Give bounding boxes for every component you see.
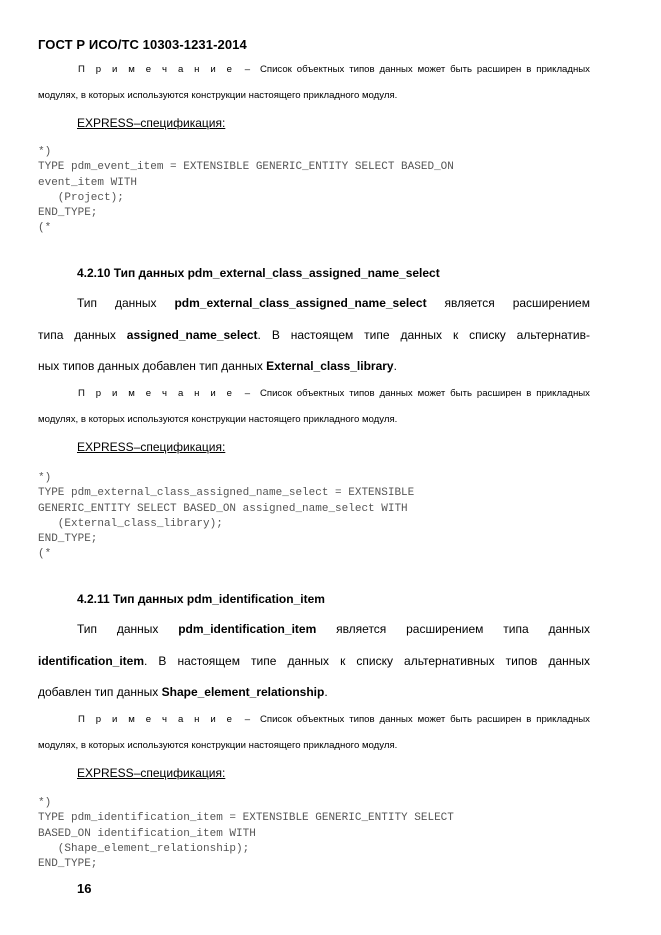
express-spec-label-2: EXPRESS–спецификация: xyxy=(77,440,226,454)
express-spec-label-3: EXPRESS–спецификация: xyxy=(77,766,226,780)
document-header: ГОСТ Р ИСО/ТС 10303-1231-2014 xyxy=(38,37,247,52)
note-text-2: модулях, в которых используются конструкции настоящего прикладного модуля. xyxy=(38,414,398,425)
paragraph-line: Тип данных pdm_identification_item является расширением типа данных xyxy=(77,622,590,636)
paragraph-line: Тип данных pdm_external_class_assigned_name_select является расширением xyxy=(77,296,590,310)
code-block-3: *) TYPE pdm_identification_item = EXTENSIBLE GENERIC_ENTITY SELECT BASED_ON identification_item WITH (Shape_element_relationship); END_TYPE; xyxy=(38,797,454,871)
note-1 xyxy=(38,57,590,109)
paragraph-4-2-10 xyxy=(38,288,590,383)
section-title-4-2-11: 4.2.11 Тип данных pdm_identification_item xyxy=(77,592,325,606)
note-text-2: модулях, в которых используются конструкции настоящего прикладного модуля. xyxy=(38,90,398,101)
section-title-4-2-10: 4.2.10 Тип данных pdm_external_class_assigned_name_select xyxy=(77,266,440,280)
paragraph-line: типа данных assigned_name_select. В настоящем типе данных к списку альтернатив- xyxy=(38,327,590,342)
note-text-2: модулях, в которых используются конструкции настоящего прикладного модуля. xyxy=(38,740,398,751)
note-label: П р и м е ч а н и е xyxy=(78,64,235,75)
express-spec-label-1: EXPRESS–спецификация: xyxy=(77,116,226,130)
note-dash: – xyxy=(244,64,251,75)
page-number: 16 xyxy=(77,881,92,896)
note-text-1: Список объектных типов данных может быть расширен в прикладных xyxy=(259,64,590,75)
note-line-1: П р и м е ч а н и е – Список объектных типов данных может быть расширен в прикладных xyxy=(78,714,590,725)
note-3 xyxy=(38,707,590,759)
code-block-2: *) TYPE pdm_external_class_assigned_name_select = EXTENSIBLE GENERIC_ENTITY SELECT BASED_ON assigned_name_select WITH (External_class_library); END_TYPE; (* xyxy=(38,472,415,561)
paragraph-line: identification_item. В настоящем типе данных к списку альтернативных типов данных xyxy=(38,653,590,668)
note-2 xyxy=(38,381,590,433)
paragraph-4-2-11 xyxy=(38,614,590,709)
paragraph-line: ных типов данных добавлен тип данных External_class_library. xyxy=(38,359,397,373)
note-line-1: П р и м е ч а н и е – Список объектных типов данных может быть расширен в прикладных xyxy=(78,388,590,399)
paragraph-line: добавлен тип данных Shape_element_relationship. xyxy=(38,685,328,699)
note-line-1 xyxy=(38,57,590,83)
code-block-1: *) TYPE pdm_event_item = EXTENSIBLE GENERIC_ENTITY SELECT BASED_ON event_item WITH (Project); END_TYPE; (* xyxy=(38,146,454,235)
